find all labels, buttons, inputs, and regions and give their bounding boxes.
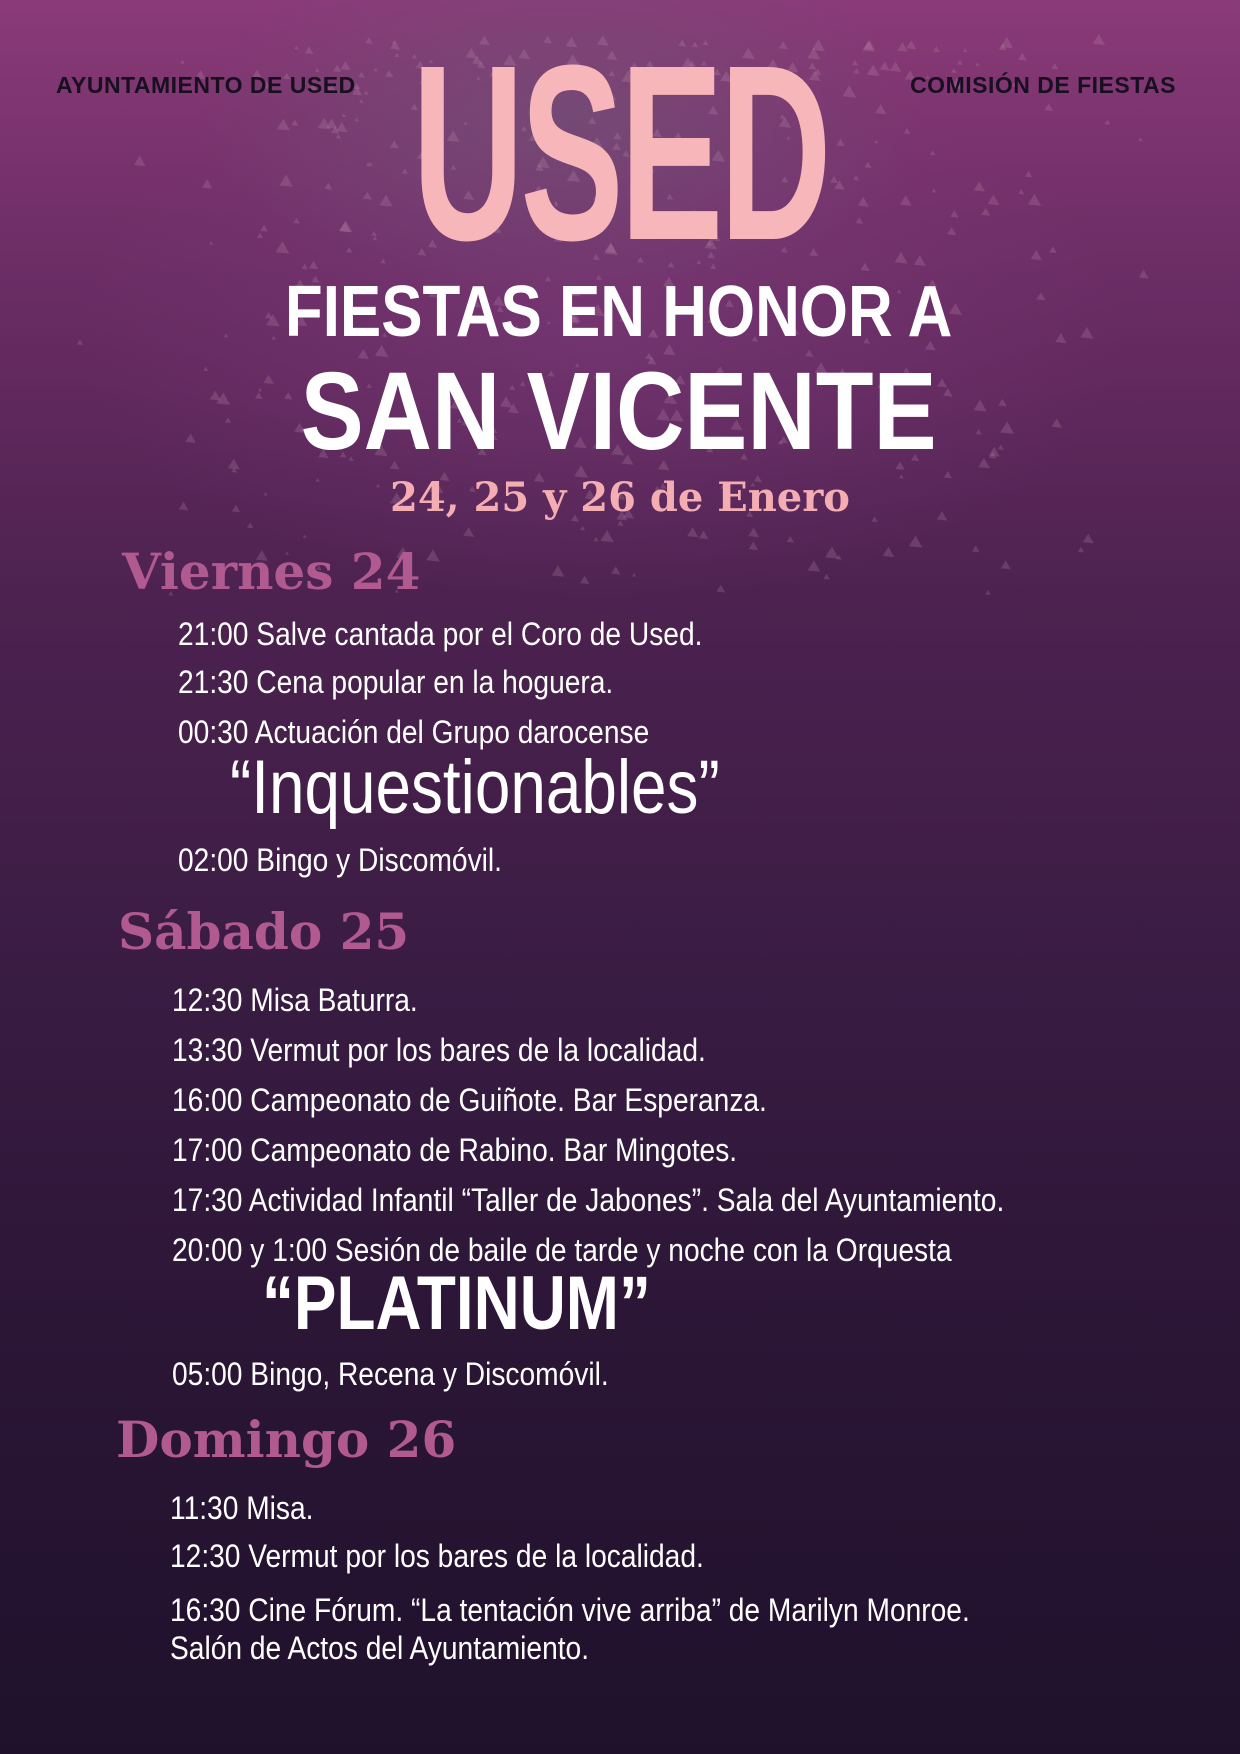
speckle-fleck bbox=[717, 585, 726, 593]
headline-fiestas: FIESTAS EN HONOR A bbox=[284, 272, 953, 352]
featured-orchestra-saturday: “PLATINUM” bbox=[262, 1261, 651, 1346]
speckle-fleck bbox=[247, 522, 254, 528]
speckle-fleck bbox=[836, 555, 842, 560]
event-item: 12:30 Misa Baturra. bbox=[172, 982, 418, 1018]
speckle-fleck bbox=[823, 574, 829, 580]
event-item: 17:30 Actividad Infantil “Taller de Jabones”. Sala del Ayuntamiento. bbox=[172, 1182, 1005, 1218]
speckle-fleck bbox=[180, 60, 185, 64]
speckle-fleck bbox=[1031, 250, 1042, 260]
speckle-fleck bbox=[1025, 171, 1032, 178]
speckle-fleck bbox=[825, 546, 839, 558]
speckle-fleck bbox=[580, 526, 585, 531]
speckle-fleck bbox=[1001, 560, 1011, 569]
town-title: USED bbox=[412, 13, 828, 292]
event-item: 12:30 Vermut por los bares de la localidad. bbox=[170, 1538, 704, 1574]
speckle-fleck bbox=[749, 542, 758, 550]
speckle-fleck bbox=[1138, 137, 1143, 141]
speckle-fleck bbox=[632, 573, 636, 577]
day-heading-saturday: Sábado 25 bbox=[118, 902, 410, 961]
event-item: Salón de Actos del Ayuntamiento. bbox=[170, 1630, 590, 1666]
speckle-fleck bbox=[883, 547, 895, 557]
festival-dates: 24, 25 y 26 de Enero bbox=[390, 474, 850, 521]
speckle-fleck bbox=[1078, 547, 1084, 553]
speckle-fleck bbox=[699, 531, 708, 539]
speckle-fleck bbox=[687, 527, 698, 537]
speckle-fleck bbox=[1018, 189, 1024, 194]
event-item: 16:30 Cine Fórum. “La tentación vive arriba” de Marilyn Monroe. bbox=[170, 1592, 970, 1628]
speckle-fleck bbox=[580, 575, 590, 584]
event-item: 02:00 Bingo y Discomóvil. bbox=[178, 842, 502, 878]
speckle-fleck bbox=[77, 339, 83, 345]
speckle-fleck bbox=[463, 527, 474, 537]
speckle-fleck bbox=[209, 241, 213, 245]
speckle-fleck bbox=[1018, 53, 1027, 61]
speckle-fleck bbox=[426, 549, 440, 561]
speckle-fleck bbox=[748, 527, 759, 537]
speckle-fleck bbox=[303, 535, 307, 539]
event-item: 16:00 Campeonato de Guiñote. Bar Esperanza. bbox=[172, 1082, 767, 1118]
speckle-fleck bbox=[134, 156, 146, 167]
headline-san-vicente: SAN VICENTE bbox=[300, 350, 937, 473]
event-item: 00:30 Actuación del Grupo darocense bbox=[178, 714, 650, 750]
speckle-fleck bbox=[1093, 34, 1105, 45]
speckle-fleck bbox=[787, 536, 795, 543]
speckle-fleck bbox=[985, 590, 991, 595]
featured-band-friday: “Inquestionables” bbox=[230, 745, 720, 830]
speckle-fleck bbox=[909, 535, 923, 547]
event-item: 13:30 Vermut por los bares de la localidad. bbox=[172, 1032, 706, 1068]
organizer-left-ayuntamiento: AYUNTAMIENTO DE USED bbox=[56, 72, 356, 98]
speckle-fleck bbox=[600, 530, 613, 542]
speckle-fleck bbox=[1105, 120, 1111, 125]
event-item: 21:00 Salve cantada por el Coro de Used. bbox=[178, 616, 703, 652]
speckle-fleck bbox=[1083, 534, 1094, 544]
speckle-fleck bbox=[1044, 103, 1053, 111]
speckle-fleck bbox=[611, 566, 620, 574]
event-item: 11:30 Misa. bbox=[170, 1490, 314, 1526]
day-heading-sunday: Domingo 26 bbox=[116, 1410, 457, 1469]
speckle-fleck bbox=[1051, 63, 1058, 69]
day-heading-friday: Viernes 24 bbox=[122, 542, 421, 601]
speckle-fleck bbox=[972, 545, 980, 552]
speckle-fleck bbox=[1028, 194, 1041, 206]
event-item: 17:00 Campeonato de Rabino. Bar Mingotes. bbox=[172, 1132, 738, 1168]
event-item: 05:00 Bingo, Recena y Discomóvil. bbox=[172, 1356, 609, 1392]
speckle-fleck bbox=[1049, 246, 1057, 253]
speckle-fleck bbox=[593, 537, 598, 542]
organizer-right-comision: COMISIÓN DE FIESTAS bbox=[910, 72, 1176, 98]
speckle-fleck bbox=[202, 179, 212, 188]
event-item: 20:00 y 1:00 Sesión de baile de tarde y noche con la Orquesta bbox=[172, 1232, 952, 1268]
event-item: 21:30 Cena popular en la hoguera. bbox=[178, 664, 614, 700]
speckle-fleck bbox=[808, 560, 821, 572]
speckle-fleck bbox=[552, 565, 565, 576]
